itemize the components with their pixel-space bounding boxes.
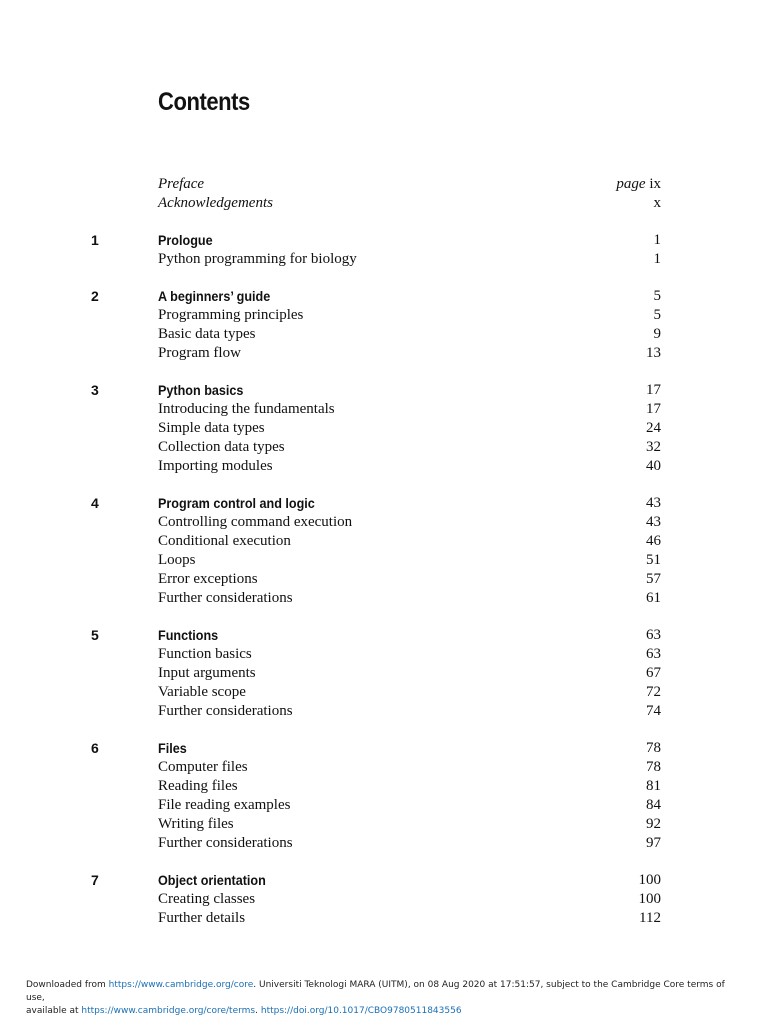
- toc-section-entry[interactable]: [0, 758, 768, 777]
- chapter-title: Program control and logic: [158, 495, 315, 511]
- toc-chapter-entry[interactable]: [0, 871, 768, 890]
- chapter-page-number: 100: [638, 872, 661, 888]
- toc-section-entry[interactable]: [0, 513, 768, 532]
- section-label: Conditional execution: [158, 533, 291, 549]
- page-title: Contents: [158, 88, 250, 116]
- section-label: Creating classes: [158, 891, 256, 907]
- section-label: Basic data types: [158, 326, 256, 342]
- chapter-page-number: 5: [653, 288, 661, 304]
- section-page-number: 13: [646, 345, 661, 361]
- toc-section-entry[interactable]: [0, 777, 768, 796]
- section-label: Reading files: [158, 778, 238, 794]
- section-label: Error exceptions: [158, 571, 258, 587]
- chapter-title: Functions: [158, 627, 219, 643]
- section-page-number: 24: [646, 420, 661, 436]
- toc-section-entry[interactable]: [0, 344, 768, 363]
- toc-section-entry[interactable]: [0, 664, 768, 683]
- chapter-title: A beginners’ guide: [158, 288, 271, 304]
- section-page-number: 112: [639, 910, 661, 926]
- section-page-number: 72: [646, 684, 661, 700]
- chapter-number: 3: [91, 382, 99, 398]
- section-page-number: 17: [646, 401, 661, 417]
- footer-separator: .: [255, 1006, 261, 1016]
- chapter-title: Prologue: [158, 232, 213, 248]
- section-page-number: 57: [646, 571, 661, 587]
- footer-middle: . Universiti Teknologi MARA (UITM), on 08 Aug 2020 at 17:51:57, subject to the Cambridge Core terms of use,: [26, 980, 725, 1003]
- chapter-title: Files: [158, 740, 187, 756]
- terms-link[interactable]: https://www.cambridge.org/core/terms: [81, 1006, 256, 1016]
- section-label: Program flow: [158, 345, 241, 361]
- chapter-page-number: 1: [653, 232, 661, 248]
- chapter-number: 2: [91, 288, 99, 304]
- section-page-number: 100: [638, 891, 661, 907]
- entry-label: Preface: [158, 176, 205, 192]
- section-label: Further considerations: [158, 703, 293, 719]
- chapter-title: Object orientation: [158, 872, 266, 888]
- section-page-number: 63: [646, 646, 661, 662]
- chapter-number: 6: [91, 740, 99, 756]
- footer-prefix: Downloaded from: [26, 980, 109, 990]
- chapter-title: Python basics: [158, 382, 244, 398]
- toc-section-entry[interactable]: [0, 909, 768, 928]
- toc-chapter-entry[interactable]: [0, 626, 768, 645]
- section-label: Variable scope: [158, 684, 246, 700]
- cambridge-core-link[interactable]: https://www.cambridge.org/core: [108, 980, 254, 990]
- section-page-number: 61: [646, 590, 661, 606]
- toc-section-entry[interactable]: [0, 306, 768, 325]
- footer-line2-prefix: available at: [26, 1006, 82, 1016]
- toc-front-entry[interactable]: [0, 194, 768, 213]
- chapter-page-number: 43: [646, 495, 661, 511]
- toc-section-entry[interactable]: [0, 438, 768, 457]
- toc-section-entry[interactable]: [0, 890, 768, 909]
- chapter-number: 5: [91, 627, 99, 643]
- entry-page-number: [616, 175, 661, 194]
- section-label: Further considerations: [158, 590, 293, 606]
- page-prefix: page: [616, 176, 646, 192]
- section-page-number: 84: [646, 797, 661, 813]
- section-label: Further details: [158, 910, 246, 926]
- toc-section-entry[interactable]: [0, 250, 768, 269]
- page-value: ix: [649, 176, 661, 192]
- toc-front-entry[interactable]: [0, 175, 768, 194]
- entry-label: Acknowledgements: [158, 195, 273, 211]
- section-page-number: 43: [646, 514, 661, 530]
- section-page-number: 51: [646, 552, 661, 568]
- section-page-number: 81: [646, 778, 661, 794]
- toc-chapter-entry[interactable]: [0, 739, 768, 758]
- section-label: File reading examples: [158, 797, 291, 813]
- section-label: Simple data types: [158, 420, 265, 436]
- section-label: Further considerations: [158, 835, 293, 851]
- toc-section-entry[interactable]: [0, 796, 768, 815]
- toc-section-entry[interactable]: [0, 325, 768, 344]
- toc-section-entry[interactable]: [0, 645, 768, 664]
- section-page-number: 78: [646, 759, 661, 775]
- toc-section-entry[interactable]: [0, 815, 768, 834]
- toc-section-entry[interactable]: [0, 702, 768, 721]
- section-label: Programming principles: [158, 307, 304, 323]
- chapter-page-number: 63: [646, 627, 661, 643]
- chapter-page-number: 17: [646, 382, 661, 398]
- section-page-number: 74: [646, 703, 661, 719]
- toc-section-entry[interactable]: [0, 551, 768, 570]
- toc-chapter-entry[interactable]: [0, 381, 768, 400]
- section-page-number: 32: [646, 439, 661, 455]
- section-label: Introducing the fundamentals: [158, 401, 335, 417]
- section-page-number: 5: [653, 307, 661, 323]
- download-footer: [26, 979, 746, 1018]
- chapter-number: 4: [91, 495, 99, 511]
- chapter-number: 1: [91, 232, 99, 248]
- section-page-number: 1: [653, 251, 661, 267]
- toc-section-entry[interactable]: [0, 834, 768, 853]
- section-label: Controlling command execution: [158, 514, 353, 530]
- page-value: x: [653, 195, 661, 211]
- section-page-number: 46: [646, 533, 661, 549]
- toc-chapter-entry[interactable]: [0, 231, 768, 250]
- section-label: Input arguments: [158, 665, 256, 681]
- toc-section-entry[interactable]: [0, 589, 768, 608]
- toc-section-entry[interactable]: [0, 683, 768, 702]
- section-label: Loops: [158, 552, 196, 568]
- toc-chapter-entry[interactable]: [0, 494, 768, 513]
- entry-page-number: [654, 194, 662, 213]
- section-label: Python programming for biology: [158, 251, 357, 267]
- section-label: Importing modules: [158, 458, 273, 474]
- section-page-number: 92: [646, 816, 661, 832]
- section-page-number: 9: [653, 326, 661, 342]
- section-page-number: 67: [646, 665, 661, 681]
- toc-section-entry[interactable]: [0, 419, 768, 438]
- toc-section-entry[interactable]: [0, 400, 768, 419]
- toc-section-entry[interactable]: [0, 532, 768, 551]
- toc-section-entry[interactable]: [0, 457, 768, 476]
- chapter-page-number: 78: [646, 740, 661, 756]
- section-label: Collection data types: [158, 439, 285, 455]
- toc-chapter-entry[interactable]: [0, 287, 768, 306]
- toc-section-entry[interactable]: [0, 570, 768, 589]
- section-label: Computer files: [158, 759, 248, 775]
- doi-link[interactable]: https://doi.org/10.1017/CBO9780511843556: [260, 1006, 462, 1016]
- section-page-number: 97: [646, 835, 661, 851]
- section-page-number: 40: [646, 458, 661, 474]
- section-label: Function basics: [158, 646, 252, 662]
- chapter-number: 7: [91, 872, 99, 888]
- section-label: Writing files: [158, 816, 234, 832]
